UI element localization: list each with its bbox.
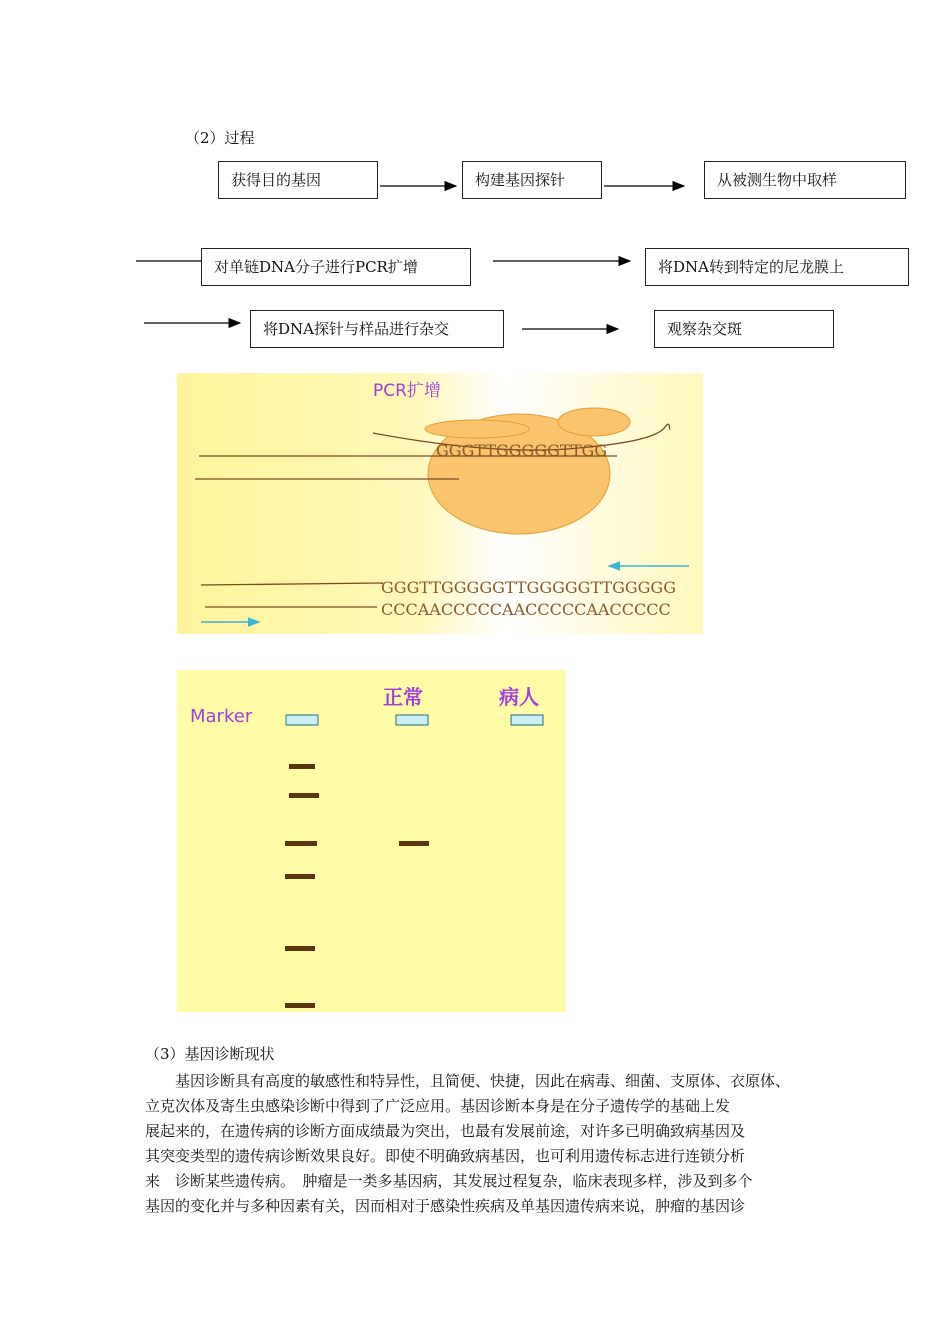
marker-band-6 [285,1003,315,1008]
section-3-paragraph [145,1069,825,1219]
flow-step-obtain-gene: 获得目的基因 [218,161,378,199]
gel-electrophoresis-figure [177,670,566,1012]
paragraph-line-5: 来 诊断某些遗传病。 肿瘤是一类多基因病，其发展过程复杂，临床表现多样，涉及到多个 [145,1172,753,1190]
patient-label: 病人 [499,685,539,709]
marker-band-3 [285,841,317,846]
marker-band-1 [289,764,315,769]
paragraph-line-6: 基因的变化并与多种因素有关，因而相对于感染性疾病及单基因遗传病来说，肿瘤的基因诊 [145,1197,746,1215]
flow-step-hybridize: 将DNA探针与样品进行杂交 [250,310,504,348]
pcr-amplification-figure [177,373,703,634]
top-strand-sequence: GGGTTGGGGGTTGGGGGTTGGGGG [381,578,676,597]
paragraph-line-1: 基因诊断具有高度的敏感性和特异性，且简便、快捷，因此在病毒、细菌、支原体、衣原体、 [175,1072,791,1090]
flow-step-sampling: 从被测生物中取样 [704,161,906,199]
bottom-strand-sequence: CCCAACCCCCAACCCCCAACCCCC [381,600,671,619]
flow-step-pcr: 对单链DNA分子进行PCR扩增 [201,248,471,286]
probe-sequence: GGGTTGGGGGTTGG [436,441,608,460]
flow-step-transfer-membrane: 将DNA转到特定的尼龙膜上 [645,248,909,286]
polymerase-top-ellipse [425,420,529,438]
polymerase-top-circle [558,408,630,436]
well-patient [511,715,543,725]
paragraph-line-3: 展起来的，在遗传病的诊断方面成绩最为突出，也最有发展前途，对许多已明确致病基因及 [145,1122,746,1140]
marker-band-2 [289,793,319,798]
section-3-heading: （3）基因诊断现状 [145,1045,275,1063]
flow-step-build-probe: 构建基因探针 [462,161,602,199]
normal-band [399,841,429,846]
flow-arrows [0,0,950,360]
marker-band-4 [285,874,315,879]
well-normal [396,715,428,725]
normal-label: 正常 [383,685,423,709]
pcr-title: PCR扩增 [373,381,441,401]
paragraph-line-4: 其突变类型的遗传病诊断效果良好。即使不明确致病基因，也可利用遗传标志进行连锁分析 [145,1147,746,1165]
marker-band-5 [285,946,315,951]
well-marker [286,715,318,725]
paragraph-line-2: 立克次体及寄生虫感染诊断中得到了广泛应用。基因诊断本身是在分子遗传学的基础上发 [145,1097,731,1115]
flow-step-observe: 观察杂交斑 [654,310,834,348]
marker-label: Marker [190,706,253,727]
section-2-heading: （2）过程 [185,129,255,147]
